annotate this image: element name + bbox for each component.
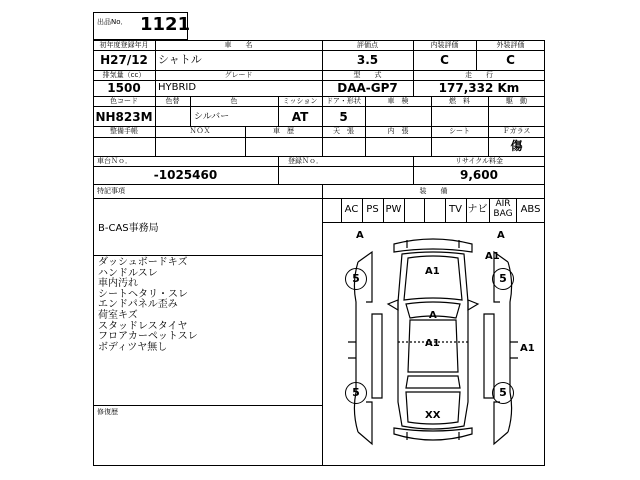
lot-number-label: 出品No． — [97, 18, 128, 26]
repair-history-label: 修復歴 — [97, 408, 118, 416]
grid-line — [93, 50, 545, 51]
score-label: 評価点 — [357, 41, 378, 49]
mark-body: A1 — [425, 338, 440, 349]
tire-rear-left: 5 — [345, 382, 367, 404]
mark-front-right: A — [497, 230, 505, 241]
mark-rear: XX — [425, 410, 441, 421]
grid-line — [404, 198, 405, 222]
chassis-number-label: 車台Ｎｏ． — [97, 157, 132, 165]
mileage-value: 177,332 Km — [438, 81, 520, 95]
tire-rear-right: 5 — [492, 382, 514, 404]
grade-value: HYBRID — [158, 82, 197, 93]
inspection-label: 車 検 — [387, 97, 409, 105]
drive-label: 駆 動 — [506, 97, 527, 105]
equipment-ps: PS — [366, 204, 379, 215]
mark-front-right-fender: A1 — [485, 251, 500, 262]
equipment-tv: TV — [449, 204, 462, 215]
displacement-value: 1500 — [107, 81, 141, 95]
grid-line — [93, 255, 322, 256]
color-change-label: 色替 — [165, 97, 180, 105]
reg-date-value: H27/12 — [100, 53, 148, 67]
maintenance-book-label: 整備手帳 — [110, 127, 138, 135]
nox-label: ＮＯＸ — [189, 127, 211, 135]
tire-front-left: 5 — [345, 268, 367, 290]
remark-line: 車内汚れ — [98, 278, 138, 290]
grid-line — [93, 106, 545, 107]
reg-date-label: 初年度登録年月 — [99, 41, 149, 49]
car-history-label: 車 歴 — [273, 127, 294, 135]
grid-line — [424, 198, 425, 222]
mark-right-side: A1 — [520, 343, 535, 354]
mark-hood: A1 — [425, 266, 440, 277]
remark-line: シートヘタリ・スレ — [98, 288, 188, 300]
seat-label: シート — [449, 127, 470, 135]
color-label: 色 — [230, 97, 238, 105]
lot-number: 1121 — [140, 14, 191, 35]
grade-label: グレード — [224, 71, 253, 79]
grid-line — [93, 184, 545, 185]
exterior-grade-label: 外装評価 — [496, 41, 525, 49]
front-glass-value: 傷 — [510, 139, 523, 153]
inner-trim-label: 内 張 — [387, 127, 409, 135]
grid-line — [93, 198, 545, 199]
remarks-top: B-CAS事務局 — [98, 223, 159, 234]
model-code-label: 型 式 — [353, 71, 382, 79]
color-code-label: 色コード — [110, 97, 138, 105]
car-name-label: 車 名 — [224, 41, 253, 49]
remark-line: フロアカーペットスレ — [98, 331, 198, 343]
mark-front-left: A — [356, 230, 364, 241]
grid-line — [93, 137, 545, 138]
remark-line: ボディツヤ無し — [98, 341, 168, 353]
mark-roof: A — [429, 310, 437, 321]
interior-grade-value: C — [440, 53, 449, 67]
grid-line — [489, 198, 490, 222]
equipment-navi: ナビ — [467, 204, 488, 215]
equipment-pw: PW — [385, 204, 402, 215]
remark-line: エンドパネル歪み — [98, 299, 178, 311]
interior-grade-label: 内装評価 — [430, 41, 459, 49]
remark-line: ハンドルスレ — [98, 267, 158, 279]
recycle-fee-label: リサイクル料金 — [454, 157, 504, 165]
equipment-ac: AC — [344, 204, 359, 215]
equipment-abs: ABS — [520, 204, 541, 215]
color-value: シルバー — [194, 112, 230, 122]
remark-line: 荷室キズ — [98, 310, 138, 321]
mission-value: AT — [291, 110, 309, 124]
recycle-fee-value: 9,600 — [460, 168, 498, 182]
equipment-label: 装 備 — [419, 187, 448, 195]
score-value: 3.5 — [356, 53, 379, 67]
grid-line — [278, 156, 279, 184]
grid-line — [93, 405, 322, 406]
remarks-label: 特記事項 — [97, 187, 125, 195]
mileage-label: 走 行 — [465, 71, 493, 79]
car-name-value: シャトル — [158, 53, 202, 66]
remark-line: ダッシュボードキズ — [98, 257, 188, 268]
equipment-airbag: AIR BAG — [493, 199, 513, 219]
chassis-number-value: -1025460 — [153, 168, 218, 182]
remark-line: スタッドレスタイヤ — [98, 320, 188, 332]
front-glass-label: Ｆガラス — [502, 127, 531, 135]
mission-label: ミッション — [282, 97, 318, 105]
registration-number-label: 登録Ｎｏ． — [288, 157, 323, 165]
headliner-label: 天 張 — [333, 127, 354, 135]
displacement-label: 排気量（cc） — [102, 71, 146, 79]
exterior-grade-value: C — [506, 53, 515, 67]
color-code-value: NH823M — [95, 110, 153, 124]
fuel-label: 燃 料 — [449, 97, 470, 105]
model-code-value: DAA-GP7 — [337, 81, 398, 95]
door-shape-label: ドア・形状 — [326, 97, 361, 105]
door-shape-value: 5 — [339, 110, 348, 124]
tire-front-right: 5 — [492, 268, 514, 290]
